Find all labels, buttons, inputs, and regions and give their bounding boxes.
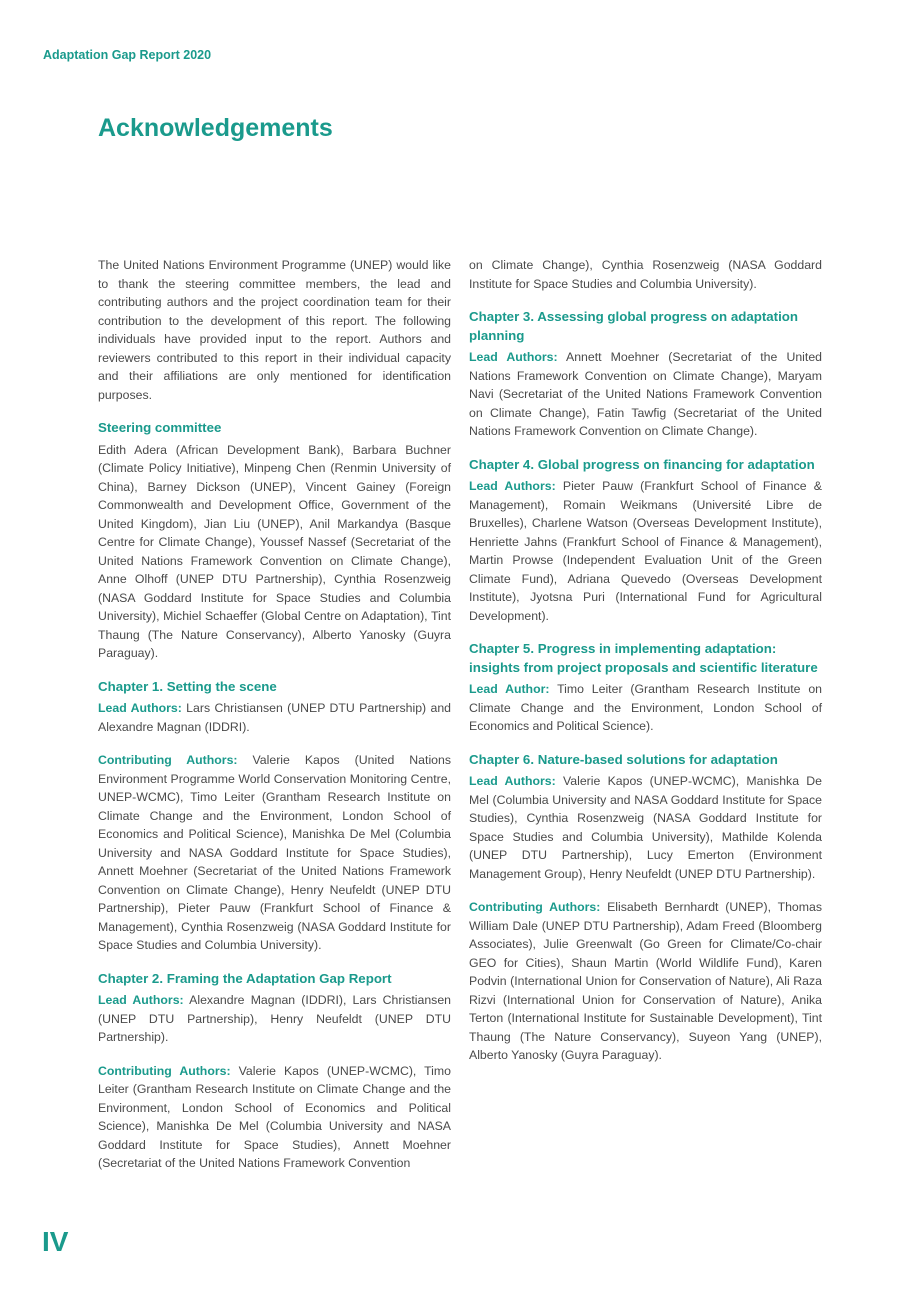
chapter-5-heading: Chapter 5. Progress in implementing adaptation: insights from project proposals and scientific literature — [469, 641, 818, 675]
chapter-4-heading: Chapter 4. Global progress on financing for adaptation — [469, 456, 815, 472]
page-title: Acknowledgements — [98, 114, 333, 142]
chapter-6-heading: Chapter 6. Nature-based solutions for adaptation — [469, 751, 778, 767]
left-column — [98, 256, 451, 1173]
chapter-1-heading: Chapter 1. Setting the scene — [98, 678, 277, 694]
chapter-2-contributing-continued: on Climate Change), Cynthia Rosenzweig (NASA Goddard Institute for Space Studies and Columbia University). — [469, 258, 822, 291]
lead-authors-text: Annett Moehner (Secretariat of the United Nations Framework Convention on Climate Change), Maryam Navi (Secretariat of the United Nations Framework Convention on Climate Change), Fatin Tawfig (Secretariat of the United Nations Framework Convention on Climate Change). — [469, 350, 823, 438]
lead-authors-label: Lead Authors: — [98, 701, 182, 715]
lead-authors-text: Valerie Kapos (UNEP-WCMC), Manishka De Mel (Columbia University and NASA Goddard Institute for Space Studies), Cynthia Rosenzweig (NASA Goddard Institute for Space Studies and Columbia University), Mathilde Kolenda (UNEP DTU Partnership), Lucy Emerton (Environment Management Group), Henry Neufeldt (UNEP DTU Partnership). — [469, 774, 822, 881]
chapter-5-lead-author — [469, 680, 822, 736]
chapter-4-lead-authors — [469, 477, 822, 625]
steering-committee-heading: Steering committee — [98, 420, 222, 435]
intro-paragraph: The United Nations Environment Programme (UNEP) would like to thank the steering committee members, the lead and contributing authors and the project coordination team for their contribution to the development of this report. The following individuals have provided input to the report. Authors and reviewers contributed to this report in their individual capacity and their affiliations are only mentioned for identification purposes. — [98, 258, 451, 402]
contributing-authors-text: Valerie Kapos (United Nations Environment Programme World Conservation Monitoring Centre, UNEP-WCMC), Timo Leiter (Grantham Research Institute on Climate Change and the Environment, London School of Economics and Political Science), Manishka De Mel (Columbia University and NASA Goddard Institute for Space Studies), Annett Moehner (Secretariat of the United Nations Framework Convention on Climate Change), Henry Neufeldt (UNEP DTU Partnership), Pieter Pauw (Frankfurt School of Finance & Management), Cynthia Rosenzweig (NASA Goddard Institute for Space Studies and Columbia University). — [98, 753, 451, 952]
page-number: IV — [42, 1226, 69, 1257]
lead-authors-text: Alexandre Magnan (IDDRI), Lars Christiansen (UNEP DTU Partnership), Henry Neufeldt (UNEP DTU Partnership). — [98, 993, 451, 1044]
contributing-authors-label: Contributing Authors: — [98, 1063, 231, 1078]
lead-authors-label: Lead Authors: — [98, 993, 184, 1007]
chapter-2-heading: Chapter 2. Framing the Adaptation Gap Report — [98, 970, 392, 986]
lead-authors-text: Lars Christiansen (UNEP DTU Partnership) and Alexandre Magnan (IDDRI). — [98, 701, 451, 734]
right-column — [469, 256, 822, 1080]
chapter-1-contributing-authors — [98, 751, 451, 955]
steering-committee-text: Edith Adera (African Development Bank), Barbara Buchner (Climate Policy Initiative), Minpeng Chen (Renmin University of China), Barney Dickson (UNEP), Vincent Gainey (Foreign Commonwealth and Development Office, Government of the United Kingdom), Jian Liu (UNEP), Anil Markandya (Basque Centre for Climate Change), Youssef Nassef (Secretariat of the United Nations Framework Convention on Climate Change), Anne Olhoff (UNEP DTU Partnership), Cynthia Rosenzweig (NASA Goddard Institute for Space Studies and Columbia University), Michiel Schaeffer (Global Centre on Adaptation), Tint Thaung (The Nature Conservancy), Alberto Yanosky (Guyra Paraguay). — [98, 442, 451, 660]
chapter-3-lead-authors — [469, 348, 822, 441]
chapter-2-lead-authors — [98, 991, 451, 1047]
contributing-authors-text: Elisabeth Bernhardt (UNEP), Thomas William Dale (UNEP DTU Partnership), Adam Freed (Bloomberg Associates), Julie Greenwalt (Go Green for Climate/Co-chair GEO for Cities), Shaun Martin (World Wildlife Fund), Karen Podvin (International Union for Conservation of Nature), Ali Raza Rizvi (International Union for Conservation of Nature), Anika Terton (International Institute for Sustainable Development), Tint Thaung (The Nature Conservancy), Suyeon Yang (UNEP), Alberto Yanosky (Guyra Paraguay). — [469, 900, 822, 1062]
lead-authors-label: Lead Authors: — [469, 350, 558, 364]
chapter-6-lead-authors — [469, 772, 822, 883]
lead-author-label: Lead Author: — [469, 682, 550, 696]
lead-author-text: Timo Leiter (Grantham Research Institute on Climate Change and the Environment, London School of Economics and Political Science). — [469, 682, 822, 733]
chapter-1-lead-authors — [98, 699, 451, 736]
chapter-3-heading: Chapter 3. Assessing global progress on adaptation planning — [469, 309, 799, 343]
lead-authors-label: Lead Authors: — [469, 479, 556, 493]
contributing-authors-label: Contributing Authors: — [98, 753, 238, 767]
chapter-6-contributing-authors — [469, 898, 822, 1065]
contributing-authors-label: Contributing Authors: — [469, 900, 601, 914]
chapter-2-contributing-authors — [98, 1062, 451, 1173]
contributing-authors-text: Valerie Kapos (UNEP-WCMC), Timo Leiter (Grantham Research Institute on Climate Change and the Environment, London School of Economics and Political Science), Manishka De Mel (Columbia University and NASA Goddard Institute for Space Studies), Annett Moehner (Secretariat of the United Nations Framework Convention — [98, 1063, 451, 1170]
lead-authors-label: Lead Authors: — [469, 774, 556, 788]
lead-authors-text: Pieter Pauw (Frankfurt School of Finance & Management), Romain Weikmans (Université Libre de Bruxelles), Charlene Watson (Overseas Development Institute), Henriette Jahns (Frankfurt School of Finance & Management), Martin Prowse (Independent Evaluation Unit of the Green Climate Fund), Adriana Quevedo (Overseas Development Institute), Jyotsna Puri (International Fund for Agricultural Development). — [469, 479, 822, 623]
report-header: Adaptation Gap Report 2020 — [43, 48, 212, 62]
